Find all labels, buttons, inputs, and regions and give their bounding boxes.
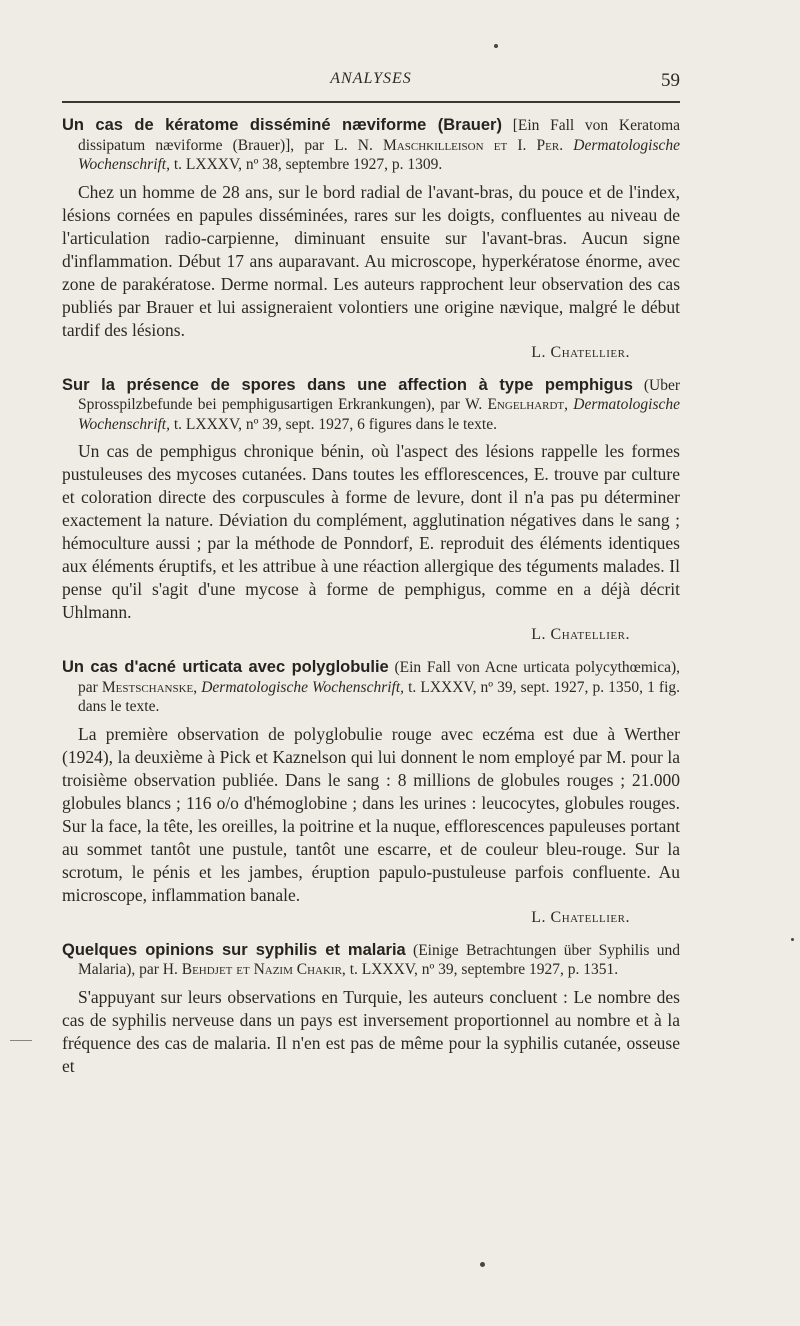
article-citation: t. LXXXV, nº 39, septembre 1927, p. 1351. (345, 961, 619, 978)
article-heading (62, 376, 680, 435)
article-body: La première observation de polyglobulie rouge avec eczéma est due à Werther (1924), la deuxième à Pick et Kaznelson qui lui donnent le nom employé par M. pour la troisième observation publiée. Dans le sang : 8 millions de globules rouges ; 21.000 globules blancs ; 116 o/o d'hémoglobine ; dans les urines : leucocytes, globules rouges. Sur la face, la tête, les oreilles, la poitrine et la nuque, efflorescences papuleuses portant au sommet tantôt une pustule, tantôt une escarre, et de couleur bleu-rouge. Sur la scrotum, le pénis et les jambes, éruption papulo-pustuleuse parfois confluente. Au microscope, inflammation banale. (62, 723, 680, 905)
article-title: Quelques opinions sur syphilis et malaria (62, 940, 406, 959)
article-citation: t. LXXXV, nº 39, sept. 1927, 6 figures dans le texte. (170, 415, 497, 433)
article-citation: t. LXXXV, nº 38, septembre 1927, p. 1309. (170, 156, 443, 173)
article (62, 941, 680, 1078)
article-signature: L. Chatellier. (531, 908, 630, 926)
article-heading (62, 116, 680, 175)
article-journal: Dermatologische Wochenschrift, (201, 678, 405, 696)
article-title: Sur la présence de spores dans une affection à type pemphigus (62, 375, 633, 394)
article-reference: (Uber Sprosspilzbefunde bei pemphigusartigen Erkrankungen), par (78, 376, 681, 413)
page-header (62, 70, 680, 94)
article-journal: Dermatologische Wochenschrift, (78, 136, 681, 173)
article-signature: L. Chatellier. (531, 343, 630, 361)
article-reference: [Ein Fall von Keratoma dissipatum næviforme (Brauer)], par (78, 117, 680, 154)
article-title: Un cas de kératome disséminé næviforme (Brauer) (62, 116, 502, 134)
article-body: S'appuyant sur leurs observations en Turquie, les auteurs concluent : Le nombre des cas de syphilis nerveuse dans un pays est inversement proportionnel au nombre et à la fréquence des cas de malaria. Il n'en est pas de même pour la syphilis cutanée, osseuse et (62, 986, 680, 1076)
article-citation: t. LXXXV, nº 39, sept. 1927, p. 1350, 1 fig. dans le texte. (78, 678, 680, 715)
article-authors: W. Engelhardt, (465, 396, 569, 413)
article-body: Chez un homme de 28 ans, sur le bord radial de l'avant-bras, du pouce et de l'index, lésions cornées en papules disséminées, rares sur les doigts, confluentes au niveau de l'articulation radio-carpienne, diminuant ensuite sur l'avant-bras. Aucun signe d'inflammation. Début 17 ans auparavant. Au microscope, hyperkératose énorme, avec zone de parakératose. Derme normal. Les auteurs rapprochent leur observation des cas publiés par Brauer et lui assigneraient volontiers une origine nævique, malgré le début tardif des lésions. (62, 181, 680, 340)
print-speck (791, 938, 794, 941)
header-rule (62, 101, 680, 103)
article-heading (62, 941, 680, 980)
article-authors: Mestschanske, (101, 678, 198, 696)
article-title: Un cas d'acné urticata avec polyglobulie (62, 658, 389, 676)
print-speck (494, 44, 498, 48)
margin-mark (10, 1040, 32, 1041)
article-authors: L. N. Maschkilleison et I. Per. (334, 136, 564, 154)
article-authors: H. Behdjet et Nazim Chakir, (162, 961, 346, 978)
running-title: ANALYSES (330, 70, 412, 87)
article (62, 658, 680, 929)
article-journal: Dermatologische Wochenschrift, (78, 396, 681, 433)
article-signature: L. Chatellier. (531, 626, 630, 643)
page-number: 59 (661, 70, 680, 91)
article (62, 376, 680, 647)
article-list (62, 116, 680, 1078)
article-heading (62, 658, 680, 717)
article-reference: (Ein Fall von Acne urticata polycythœmica), par (78, 659, 680, 696)
print-speck (480, 1262, 485, 1267)
article (62, 116, 680, 364)
article-body: Un cas de pemphigus chronique bénin, où l'aspect des lésions rappelle les formes pustuleuses des mycoses cutanées. Dans toutes les efflorescences, E. trouve par culture et coloration directe des corpuscules à forme de levure, dont il n'a pas pu déterminer exactement la nature. Déviation du complément, agglutination négatives dans le sang ; hémoculture aussi ; par la méthode de Ponndorf, E. reproduit des éléments identiques aux éléments éruptifs, et les attribue à une réaction allergique des téguments malades. Il pense qu'il s'agit d'une mycose à forme de pemphigus, comme en a déjà décrit Uhlmann. (62, 441, 680, 622)
article-reference: (Einige Betrachtungen über Syphilis und Malaria), par (78, 941, 680, 978)
